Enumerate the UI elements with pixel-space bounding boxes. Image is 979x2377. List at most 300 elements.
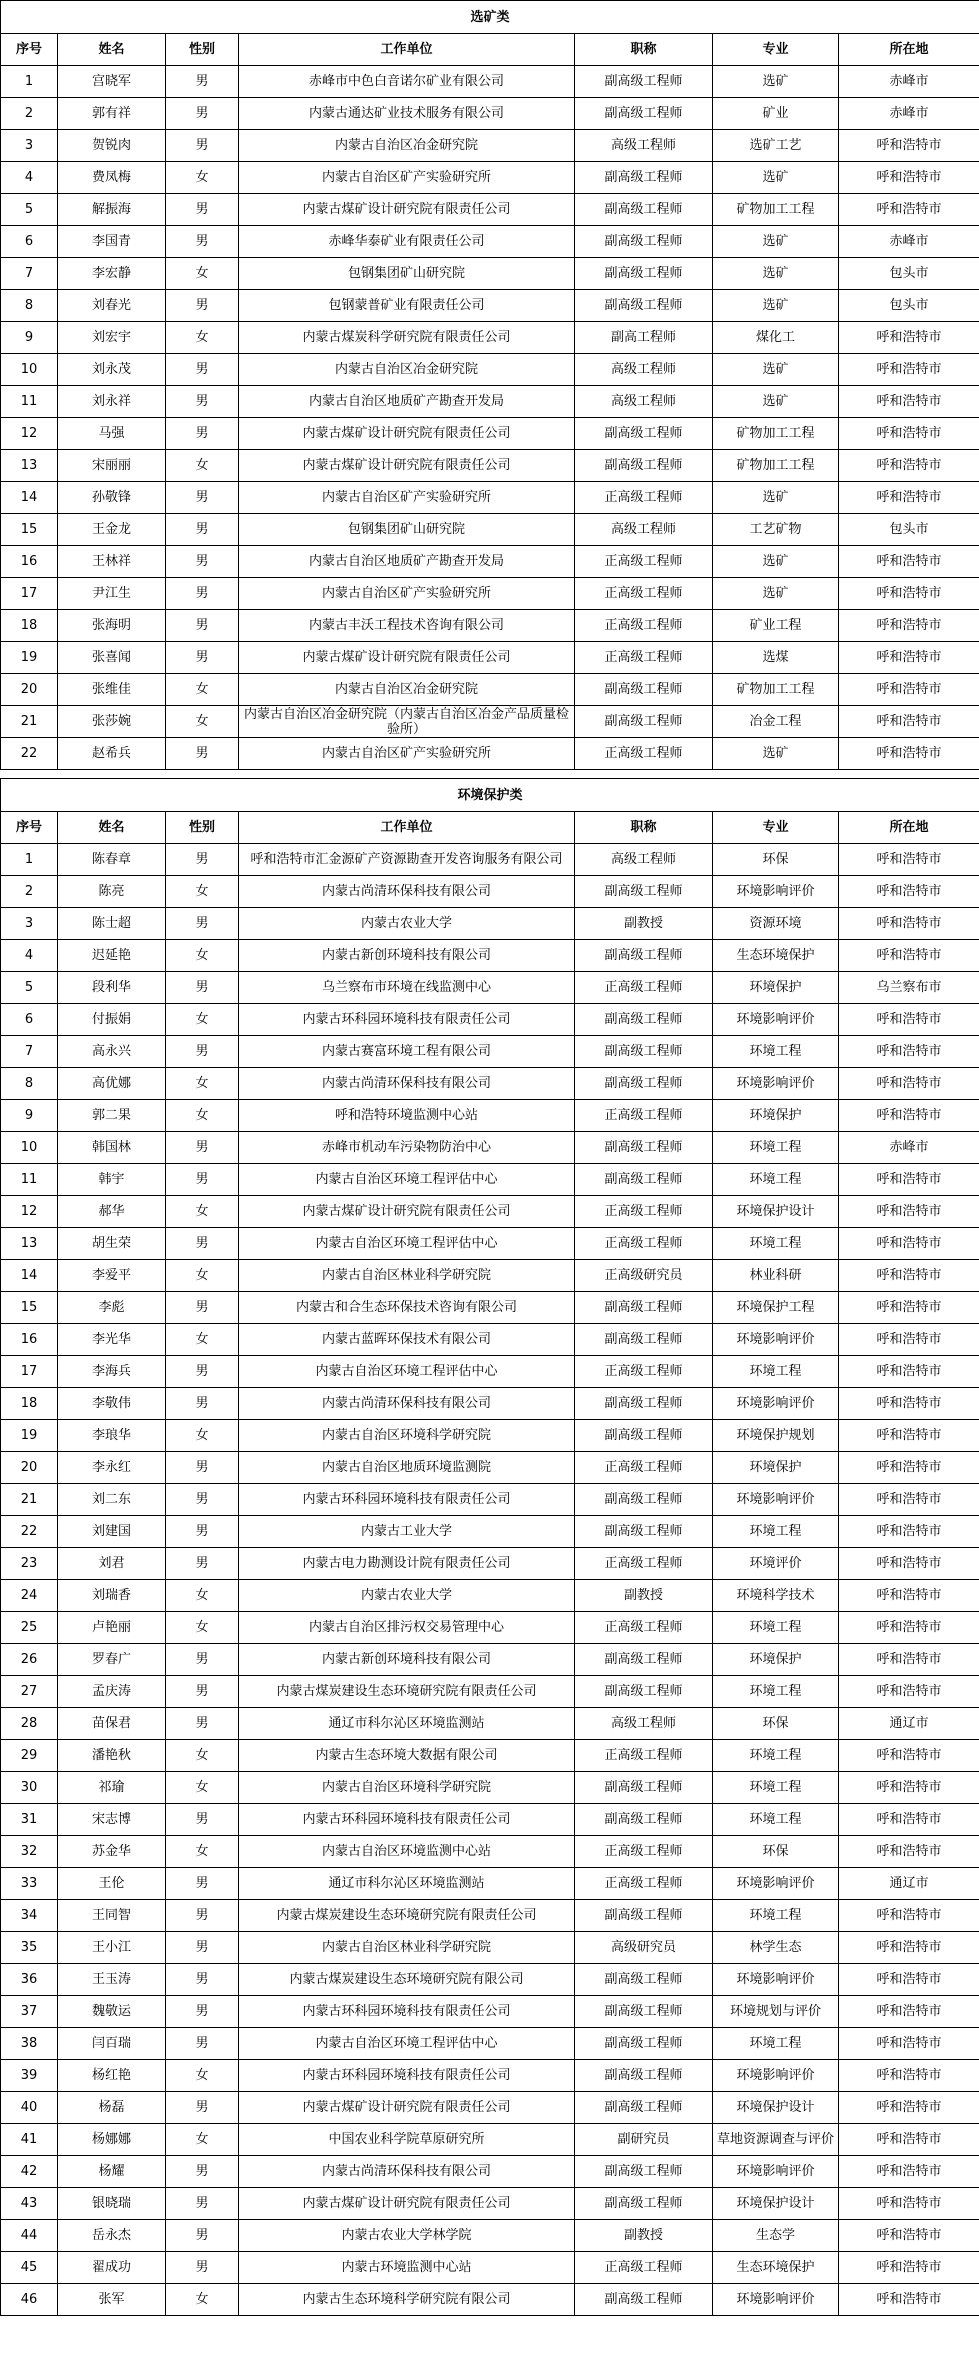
table-cell: 环境影响评价 bbox=[713, 1964, 839, 1996]
table-cell: 11 bbox=[1, 1164, 58, 1196]
table-cell: 呼和浩特市 bbox=[839, 2124, 979, 2156]
table-cell: 副高级工程师 bbox=[575, 194, 713, 226]
table-row bbox=[1, 194, 979, 226]
table-row bbox=[1, 1644, 979, 1676]
table-cell: 男 bbox=[166, 844, 239, 876]
section-spacer bbox=[1, 770, 979, 779]
table-row bbox=[1, 2220, 979, 2252]
table-cell: 18 bbox=[1, 610, 58, 642]
table-cell: 刘宏宇 bbox=[58, 322, 166, 354]
table-cell: 正高级工程师 bbox=[575, 1548, 713, 1580]
table-cell: 副高级工程师 bbox=[575, 1484, 713, 1516]
table-cell: 呼和浩特市 bbox=[839, 1228, 979, 1260]
table-row bbox=[1, 940, 979, 972]
table-cell: 正高级工程师 bbox=[575, 1868, 713, 1900]
table-cell: 副高级工程师 bbox=[575, 1644, 713, 1676]
table-cell: 郭二果 bbox=[58, 1100, 166, 1132]
table-cell: 女 bbox=[166, 258, 239, 290]
table-cell: 12 bbox=[1, 1196, 58, 1228]
table-cell: 副高级工程师 bbox=[575, 162, 713, 194]
table-cell: 呼和浩特市 bbox=[839, 546, 979, 578]
column-header: 所在地 bbox=[839, 34, 979, 66]
table-cell: 内蒙古环科园环境科技有限责任公司 bbox=[239, 1804, 575, 1836]
table-cell: 呼和浩特市 bbox=[839, 1676, 979, 1708]
table-cell: 王小江 bbox=[58, 1932, 166, 1964]
table-row bbox=[1, 2092, 979, 2124]
table-cell: 冶金工程 bbox=[713, 706, 839, 738]
table-cell: 呼和浩特市 bbox=[839, 642, 979, 674]
table-cell: 正高级工程师 bbox=[575, 1836, 713, 1868]
table-cell: 高级工程师 bbox=[575, 354, 713, 386]
table-cell: 陈亮 bbox=[58, 876, 166, 908]
table-row bbox=[1, 1068, 979, 1100]
table-cell: 内蒙古蓝晖环保技术有限公司 bbox=[239, 1324, 575, 1356]
table-cell: 环境工程 bbox=[713, 1132, 839, 1164]
table-cell: 男 bbox=[166, 2220, 239, 2252]
table-cell: 银晓瑞 bbox=[58, 2188, 166, 2220]
table-cell: 呼和浩特市 bbox=[839, 1740, 979, 1772]
table-row bbox=[1, 2252, 979, 2284]
table-cell: 呼和浩特市 bbox=[839, 1804, 979, 1836]
table-cell: 男 bbox=[166, 1964, 239, 1996]
table-cell: 男 bbox=[166, 1676, 239, 1708]
table-cell: 男 bbox=[166, 354, 239, 386]
table-cell: 矿业 bbox=[713, 98, 839, 130]
table-cell: 45 bbox=[1, 2252, 58, 2284]
table-cell: 男 bbox=[166, 290, 239, 322]
table-cell: 祁瑜 bbox=[58, 1772, 166, 1804]
table-cell: 生态环境保护 bbox=[713, 2252, 839, 2284]
table-cell: 男 bbox=[166, 642, 239, 674]
table-cell: 男 bbox=[166, 66, 239, 98]
table-cell: 呼和浩特市 bbox=[839, 1420, 979, 1452]
table-cell: 31 bbox=[1, 1804, 58, 1836]
table-cell: 副高级工程师 bbox=[575, 1004, 713, 1036]
table-cell: 副高级工程师 bbox=[575, 1068, 713, 1100]
table-row bbox=[1, 1388, 979, 1420]
table-row bbox=[1, 322, 979, 354]
table-cell: 男 bbox=[166, 1708, 239, 1740]
table-cell: 赵希兵 bbox=[58, 738, 166, 770]
column-header: 工作单位 bbox=[239, 34, 575, 66]
table-cell: 刘瑞香 bbox=[58, 1580, 166, 1612]
table-cell: 宋丽丽 bbox=[58, 450, 166, 482]
table-cell: 女 bbox=[166, 1420, 239, 1452]
table-cell: 选矿 bbox=[713, 226, 839, 258]
table-cell: 高级工程师 bbox=[575, 386, 713, 418]
table-row bbox=[1, 706, 979, 738]
table-row bbox=[1, 1004, 979, 1036]
table-cell: 孙敬锋 bbox=[58, 482, 166, 514]
table-cell: 男 bbox=[166, 1932, 239, 1964]
table-cell: 副高级工程师 bbox=[575, 1772, 713, 1804]
table-cell: 内蒙古自治区林业科学研究院 bbox=[239, 1260, 575, 1292]
table-cell: 呼和浩特市 bbox=[839, 1004, 979, 1036]
table-cell: 呼和浩特市 bbox=[839, 482, 979, 514]
table-cell: 内蒙古自治区环境科学研究院 bbox=[239, 1772, 575, 1804]
table-cell: 包头市 bbox=[839, 258, 979, 290]
table-row bbox=[1, 1932, 979, 1964]
table-cell: 内蒙古环科园环境科技有限责任公司 bbox=[239, 1004, 575, 1036]
table-cell: 矿物加工工程 bbox=[713, 418, 839, 450]
table-cell: 37 bbox=[1, 1996, 58, 2028]
table-cell: 郝华 bbox=[58, 1196, 166, 1228]
table-cell: 副高级工程师 bbox=[575, 1900, 713, 1932]
table-cell: 副高级工程师 bbox=[575, 1324, 713, 1356]
table-cell: 10 bbox=[1, 1132, 58, 1164]
table-row bbox=[1, 1516, 979, 1548]
table-cell: 内蒙古尚清环保科技有限公司 bbox=[239, 876, 575, 908]
table-cell: 4 bbox=[1, 162, 58, 194]
table-cell: 呼和浩特市 bbox=[839, 1772, 979, 1804]
column-header: 职称 bbox=[575, 812, 713, 844]
table-cell: 选矿 bbox=[713, 354, 839, 386]
table-cell: 资源环境 bbox=[713, 908, 839, 940]
table-cell: 20 bbox=[1, 674, 58, 706]
table-cell: 23 bbox=[1, 1548, 58, 1580]
table-cell: 36 bbox=[1, 1964, 58, 1996]
table-row bbox=[1, 908, 979, 940]
table-cell: 呼和浩特市 bbox=[839, 1964, 979, 1996]
table-cell: 苏金华 bbox=[58, 1836, 166, 1868]
table-cell: 环境工程 bbox=[713, 1612, 839, 1644]
table-cell: 2 bbox=[1, 876, 58, 908]
table-cell: 副高级工程师 bbox=[575, 2284, 713, 2316]
table-cell: 6 bbox=[1, 226, 58, 258]
table-cell: 14 bbox=[1, 1260, 58, 1292]
table-cell: 女 bbox=[166, 1836, 239, 1868]
column-header: 专业 bbox=[713, 34, 839, 66]
table-cell: 正高级工程师 bbox=[575, 1452, 713, 1484]
table-cell: 呼和浩特市 bbox=[839, 1164, 979, 1196]
table-cell: 20 bbox=[1, 1452, 58, 1484]
table-cell: 副高级工程师 bbox=[575, 1804, 713, 1836]
table-cell: 女 bbox=[166, 2060, 239, 2092]
table-cell: 环境保护工程 bbox=[713, 1292, 839, 1324]
table-cell: 17 bbox=[1, 578, 58, 610]
table-row bbox=[1, 2156, 979, 2188]
table-cell: 42 bbox=[1, 2156, 58, 2188]
table-cell: 副高级工程师 bbox=[575, 450, 713, 482]
column-header: 性别 bbox=[166, 812, 239, 844]
table-cell: 生态环境保护 bbox=[713, 940, 839, 972]
table-cell: 王玉涛 bbox=[58, 1964, 166, 1996]
table-cell: 高级研究员 bbox=[575, 1932, 713, 1964]
table-cell: 男 bbox=[166, 514, 239, 546]
table-cell: 副高级工程师 bbox=[575, 1388, 713, 1420]
table-cell: 内蒙古自治区冶金研究院（内蒙古自治区冶金产品质量检验所） bbox=[239, 706, 575, 738]
table-cell: 呼和浩特市 bbox=[839, 1516, 979, 1548]
table-row bbox=[1, 2028, 979, 2060]
table-cell: 内蒙古自治区地质环境监测院 bbox=[239, 1452, 575, 1484]
table-cell: 副高级工程师 bbox=[575, 2156, 713, 2188]
table-cell: 张喜闻 bbox=[58, 642, 166, 674]
table-cell: 男 bbox=[166, 1036, 239, 1068]
table-cell: 5 bbox=[1, 972, 58, 1004]
table-cell: 6 bbox=[1, 1004, 58, 1036]
table-cell: 环境影响评价 bbox=[713, 1484, 839, 1516]
table-cell: 内蒙古煤炭建设生态环境研究院有限公司 bbox=[239, 1964, 575, 1996]
table-cell: 张军 bbox=[58, 2284, 166, 2316]
table-cell: 高级工程师 bbox=[575, 514, 713, 546]
table-cell: 闫百瑞 bbox=[58, 2028, 166, 2060]
table-cell: 费凤梅 bbox=[58, 162, 166, 194]
column-header: 序号 bbox=[1, 34, 58, 66]
table-cell: 正高级工程师 bbox=[575, 642, 713, 674]
column-header: 性别 bbox=[166, 34, 239, 66]
table-cell: 内蒙古农业大学 bbox=[239, 1580, 575, 1612]
table-cell: 正高级工程师 bbox=[575, 546, 713, 578]
section-title: 环境保护类 bbox=[1, 779, 979, 812]
table-cell: 男 bbox=[166, 2252, 239, 2284]
table-cell: 工艺矿物 bbox=[713, 514, 839, 546]
table-cell: 内蒙古自治区排污权交易管理中心 bbox=[239, 1612, 575, 1644]
table-cell: 高级工程师 bbox=[575, 844, 713, 876]
table-row bbox=[1, 1836, 979, 1868]
table-row bbox=[1, 1964, 979, 1996]
table-cell: 19 bbox=[1, 1420, 58, 1452]
table-cell: 通辽市 bbox=[839, 1708, 979, 1740]
table-cell: 男 bbox=[166, 546, 239, 578]
table-cell: 8 bbox=[1, 290, 58, 322]
table-row bbox=[1, 386, 979, 418]
table-cell: 环境保护设计 bbox=[713, 1196, 839, 1228]
table-cell: 陈春章 bbox=[58, 844, 166, 876]
section-title-row bbox=[1, 1, 979, 34]
table-cell: 选矿 bbox=[713, 290, 839, 322]
table-cell: 副高级工程师 bbox=[575, 418, 713, 450]
table-cell: 贺锐肉 bbox=[58, 130, 166, 162]
table-cell: 10 bbox=[1, 354, 58, 386]
table-cell: 2 bbox=[1, 98, 58, 130]
table-cell: 李彪 bbox=[58, 1292, 166, 1324]
table-cell: 正高级工程师 bbox=[575, 610, 713, 642]
table-row bbox=[1, 2124, 979, 2156]
table-cell: 高优娜 bbox=[58, 1068, 166, 1100]
table-cell: 刘春光 bbox=[58, 290, 166, 322]
table-cell: 男 bbox=[166, 738, 239, 770]
table-cell: 内蒙古自治区矿产实验研究所 bbox=[239, 578, 575, 610]
table-cell: 宋志博 bbox=[58, 1804, 166, 1836]
table-cell: 中国农业科学院草原研究所 bbox=[239, 2124, 575, 2156]
table-cell: 男 bbox=[166, 1132, 239, 1164]
table-cell: 赤峰市 bbox=[839, 1132, 979, 1164]
table-cell: 男 bbox=[166, 1228, 239, 1260]
table-cell: 男 bbox=[166, 908, 239, 940]
table-cell: 选矿 bbox=[713, 66, 839, 98]
table-cell: 环境保护 bbox=[713, 972, 839, 1004]
table-cell: 内蒙古自治区地质矿产勘查开发局 bbox=[239, 386, 575, 418]
table-cell: 46 bbox=[1, 2284, 58, 2316]
table-row bbox=[1, 2284, 979, 2316]
table-cell: 副高级工程师 bbox=[575, 66, 713, 98]
table-cell: 迟延艳 bbox=[58, 940, 166, 972]
table-cell: 副高级工程师 bbox=[575, 1164, 713, 1196]
table-cell: 矿物加工工程 bbox=[713, 674, 839, 706]
table-cell: 内蒙古自治区矿产实验研究所 bbox=[239, 162, 575, 194]
table-cell: 环保 bbox=[713, 1836, 839, 1868]
table-cell: 环境影响评价 bbox=[713, 1868, 839, 1900]
table-cell: 副教授 bbox=[575, 1580, 713, 1612]
table-row bbox=[1, 738, 979, 770]
table-cell: 呼和浩特市 bbox=[839, 1996, 979, 2028]
table-cell: 13 bbox=[1, 1228, 58, 1260]
table-cell: 胡生荣 bbox=[58, 1228, 166, 1260]
table-cell: 李敬伟 bbox=[58, 1388, 166, 1420]
table-cell: 副高级工程师 bbox=[575, 2092, 713, 2124]
table-cell: 内蒙古工业大学 bbox=[239, 1516, 575, 1548]
table-cell: 呼和浩特市 bbox=[839, 2156, 979, 2188]
table-cell: 男 bbox=[166, 226, 239, 258]
table-cell: 内蒙古煤矿设计研究院有限责任公司 bbox=[239, 2092, 575, 2124]
table-cell: 副高级工程师 bbox=[575, 1996, 713, 2028]
column-header: 工作单位 bbox=[239, 812, 575, 844]
table-cell: 选矿 bbox=[713, 482, 839, 514]
table-cell: 选矿 bbox=[713, 578, 839, 610]
table-row bbox=[1, 1036, 979, 1068]
table-cell: 高永兴 bbox=[58, 1036, 166, 1068]
table-cell: 女 bbox=[166, 940, 239, 972]
table-cell: 26 bbox=[1, 1644, 58, 1676]
table-cell: 包钢集团矿山研究院 bbox=[239, 258, 575, 290]
table-cell: 女 bbox=[166, 450, 239, 482]
table-row bbox=[1, 482, 979, 514]
table-cell: 内蒙古煤矿设计研究院有限责任公司 bbox=[239, 642, 575, 674]
table-row bbox=[1, 1612, 979, 1644]
table-cell: 张莎婉 bbox=[58, 706, 166, 738]
table-cell: 呼和浩特市 bbox=[839, 1612, 979, 1644]
table-cell: 呼和浩特市 bbox=[839, 2188, 979, 2220]
table-row bbox=[1, 972, 979, 1004]
table-cell: 女 bbox=[166, 674, 239, 706]
table-cell: 解振海 bbox=[58, 194, 166, 226]
table-cell: 包头市 bbox=[839, 290, 979, 322]
table-cell: 11 bbox=[1, 386, 58, 418]
table-row bbox=[1, 1708, 979, 1740]
table-cell: 杨娜娜 bbox=[58, 2124, 166, 2156]
table-cell: 7 bbox=[1, 258, 58, 290]
table-cell: 女 bbox=[166, 322, 239, 354]
table-cell: 环境保护 bbox=[713, 1100, 839, 1132]
table-cell: 副高级工程师 bbox=[575, 876, 713, 908]
table-cell: 男 bbox=[166, 1356, 239, 1388]
table-cell: 1 bbox=[1, 66, 58, 98]
section-title: 选矿类 bbox=[1, 1, 979, 34]
table-cell: 男 bbox=[166, 1292, 239, 1324]
table-cell: 内蒙古煤炭建设生态环境研究院有限责任公司 bbox=[239, 1900, 575, 1932]
table-cell: 魏敬运 bbox=[58, 1996, 166, 2028]
table-cell: 李爱平 bbox=[58, 1260, 166, 1292]
table-cell: 5 bbox=[1, 194, 58, 226]
table-cell: 孟庆涛 bbox=[58, 1676, 166, 1708]
table-cell: 选矿 bbox=[713, 162, 839, 194]
table-cell: 环境保护规划 bbox=[713, 1420, 839, 1452]
table-cell: 呼和浩特市 bbox=[839, 674, 979, 706]
table-cell: 副高级工程师 bbox=[575, 940, 713, 972]
table-row bbox=[1, 450, 979, 482]
table-cell: 男 bbox=[166, 2092, 239, 2124]
table-row bbox=[1, 1100, 979, 1132]
column-header: 序号 bbox=[1, 812, 58, 844]
table-cell: 正高级工程师 bbox=[575, 2252, 713, 2284]
table-cell: 环境保护 bbox=[713, 1644, 839, 1676]
table-cell: 女 bbox=[166, 1324, 239, 1356]
table-cell: 32 bbox=[1, 1836, 58, 1868]
table-cell: 正高级工程师 bbox=[575, 738, 713, 770]
table-cell: 男 bbox=[166, 610, 239, 642]
table-cell: 内蒙古通达矿业技术服务有限公司 bbox=[239, 98, 575, 130]
table-cell: 内蒙古自治区环境工程评估中心 bbox=[239, 2028, 575, 2060]
table-cell: 环境工程 bbox=[713, 1036, 839, 1068]
table-cell: 内蒙古自治区环境监测中心站 bbox=[239, 1836, 575, 1868]
table-cell: 呼和浩特市 bbox=[839, 1836, 979, 1868]
table-cell: 21 bbox=[1, 706, 58, 738]
table-cell: 副高级工程师 bbox=[575, 2188, 713, 2220]
table-cell: 呼和浩特市 bbox=[839, 610, 979, 642]
table-cell: 张海明 bbox=[58, 610, 166, 642]
table-cell: 男 bbox=[166, 98, 239, 130]
column-header: 姓名 bbox=[58, 34, 166, 66]
table-cell: 卢艳丽 bbox=[58, 1612, 166, 1644]
table-cell: 呼和浩特市 bbox=[839, 844, 979, 876]
table-row bbox=[1, 130, 979, 162]
table-cell: 正高级工程师 bbox=[575, 1356, 713, 1388]
table-cell: 内蒙古煤矿设计研究院有限责任公司 bbox=[239, 2188, 575, 2220]
table-cell: 副高级工程师 bbox=[575, 1420, 713, 1452]
table-cell: 环境影响评价 bbox=[713, 1004, 839, 1036]
table-cell: 女 bbox=[166, 2124, 239, 2156]
table-row bbox=[1, 66, 979, 98]
header-row bbox=[1, 812, 979, 844]
table-row bbox=[1, 1324, 979, 1356]
table-cell: 内蒙古自治区地质矿产勘查开发局 bbox=[239, 546, 575, 578]
table-cell: 呼和浩特市 bbox=[839, 1196, 979, 1228]
table-cell: 女 bbox=[166, 1260, 239, 1292]
table-cell: 男 bbox=[166, 1804, 239, 1836]
table-cell: 环境工程 bbox=[713, 1516, 839, 1548]
table-cell: 内蒙古新创环境科技有限公司 bbox=[239, 940, 575, 972]
table-cell: 正高级工程师 bbox=[575, 1196, 713, 1228]
table-cell: 呼和浩特市 bbox=[839, 1356, 979, 1388]
table-row bbox=[1, 2060, 979, 2092]
table-cell: 正高级工程师 bbox=[575, 482, 713, 514]
table-cell: 内蒙古自治区林业科学研究院 bbox=[239, 1932, 575, 1964]
table-cell: 内蒙古煤矿设计研究院有限责任公司 bbox=[239, 418, 575, 450]
table-cell: 正高级工程师 bbox=[575, 1612, 713, 1644]
table-cell: 包钢集团矿山研究院 bbox=[239, 514, 575, 546]
header-row bbox=[1, 34, 979, 66]
table-cell: 环境影响评价 bbox=[713, 876, 839, 908]
table-cell: 3 bbox=[1, 130, 58, 162]
table-cell: 李宏静 bbox=[58, 258, 166, 290]
table-cell: 韩国林 bbox=[58, 1132, 166, 1164]
table-row bbox=[1, 1740, 979, 1772]
table-cell: 尹江生 bbox=[58, 578, 166, 610]
table-cell: 男 bbox=[166, 1996, 239, 2028]
table-cell: 李海兵 bbox=[58, 1356, 166, 1388]
table-cell: 呼和浩特市 bbox=[839, 1388, 979, 1420]
table-cell: 内蒙古自治区冶金研究院 bbox=[239, 674, 575, 706]
table-cell: 通辽市科尔沁区环境监测站 bbox=[239, 1868, 575, 1900]
table-cell: 呼和浩特市 bbox=[839, 1036, 979, 1068]
table-cell: 41 bbox=[1, 2124, 58, 2156]
table-cell: 男 bbox=[166, 1548, 239, 1580]
table-cell: 环境保护设计 bbox=[713, 2092, 839, 2124]
table-cell: 高级工程师 bbox=[575, 1708, 713, 1740]
table-cell: 张维佳 bbox=[58, 674, 166, 706]
table-cell: 男 bbox=[166, 1484, 239, 1516]
table-cell: 李琅华 bbox=[58, 1420, 166, 1452]
